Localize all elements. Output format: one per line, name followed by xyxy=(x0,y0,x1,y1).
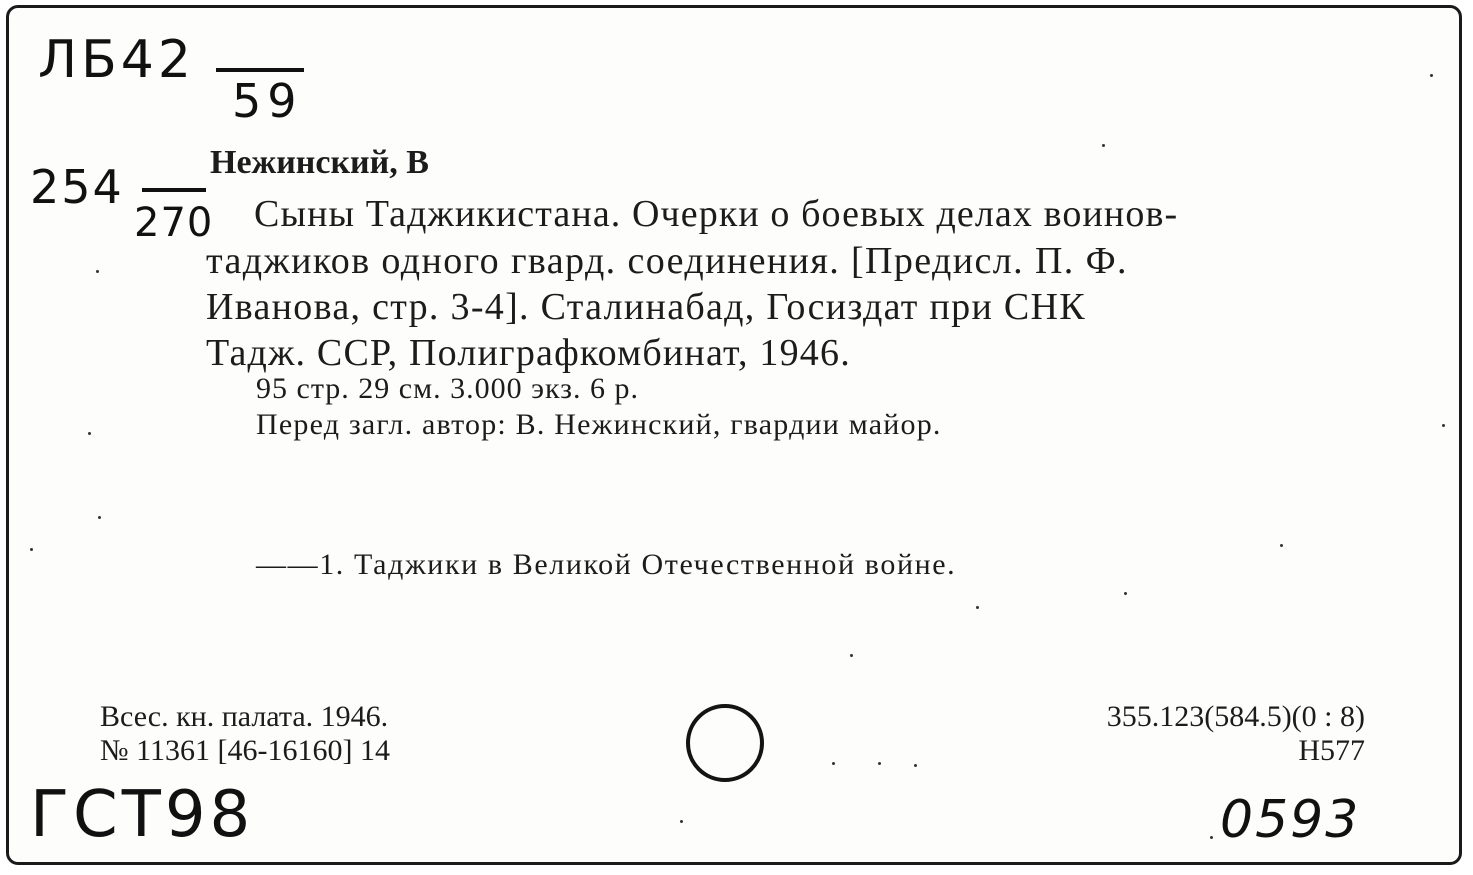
book-chamber-line: Всес. кн. палата. 1946. xyxy=(100,700,389,733)
classification-index: 355.123(584.5)(0 : 8) xyxy=(1106,700,1365,733)
scan-speck xyxy=(1124,592,1127,595)
handwritten-class-number: 254 xyxy=(30,160,124,214)
author-note: Перед загл. автор: В. Нежинский, гвардии майор. xyxy=(256,408,942,441)
handwritten-shelf-code: ЛБ42 xyxy=(38,30,195,90)
handwritten-class-fraction: 270 xyxy=(134,200,214,246)
description-line-4: Тадж. ССР, Полиграфкомбинат, 1946. xyxy=(206,332,851,374)
description-line-2: таджиков одного гвард. соединения. [Предисл. П. Ф. xyxy=(206,240,1128,282)
scan-speck xyxy=(832,762,835,765)
description-line-1: Сыны Таджикистана. Очерки о боевых делах воинов- xyxy=(254,193,1179,235)
handwritten-bottom-left-code: ГСТ98 xyxy=(30,778,255,852)
shelf-code-fraction-line xyxy=(216,68,304,72)
author-mark: Н577 xyxy=(1298,734,1365,767)
record-number-line: № 11361 [46-16160] 14 xyxy=(100,734,390,767)
description-line-3: Иванова, стр. 3-4]. Сталинабад, Госиздат при СНК xyxy=(206,286,1086,328)
subject-heading: ——1. Таджики в Великой Отечественной войне. xyxy=(256,548,957,581)
scan-speck xyxy=(680,820,683,823)
scan-speck xyxy=(1102,144,1105,147)
physical-description: 95 стр. 29 см. 3.000 экз. 6 р. xyxy=(256,372,639,405)
scan-speck xyxy=(1210,836,1213,839)
scan-speck xyxy=(976,606,979,609)
scan-speck xyxy=(1442,424,1445,427)
author-heading: Нежинский, В xyxy=(210,144,429,181)
class-number-fraction-line xyxy=(142,188,206,192)
scan-speck xyxy=(98,516,101,519)
handwritten-bottom-right-number: 0593 xyxy=(1220,790,1361,850)
punch-hole xyxy=(686,704,764,782)
handwritten-shelf-fraction: 59 xyxy=(232,74,303,128)
scan-speck xyxy=(96,270,99,273)
scan-speck xyxy=(30,548,33,551)
scan-speck xyxy=(850,654,853,657)
scan-speck xyxy=(88,432,91,435)
scan-speck xyxy=(1430,74,1433,77)
scan-speck xyxy=(878,762,881,765)
scan-speck xyxy=(1280,544,1283,547)
scan-speck xyxy=(914,764,917,767)
